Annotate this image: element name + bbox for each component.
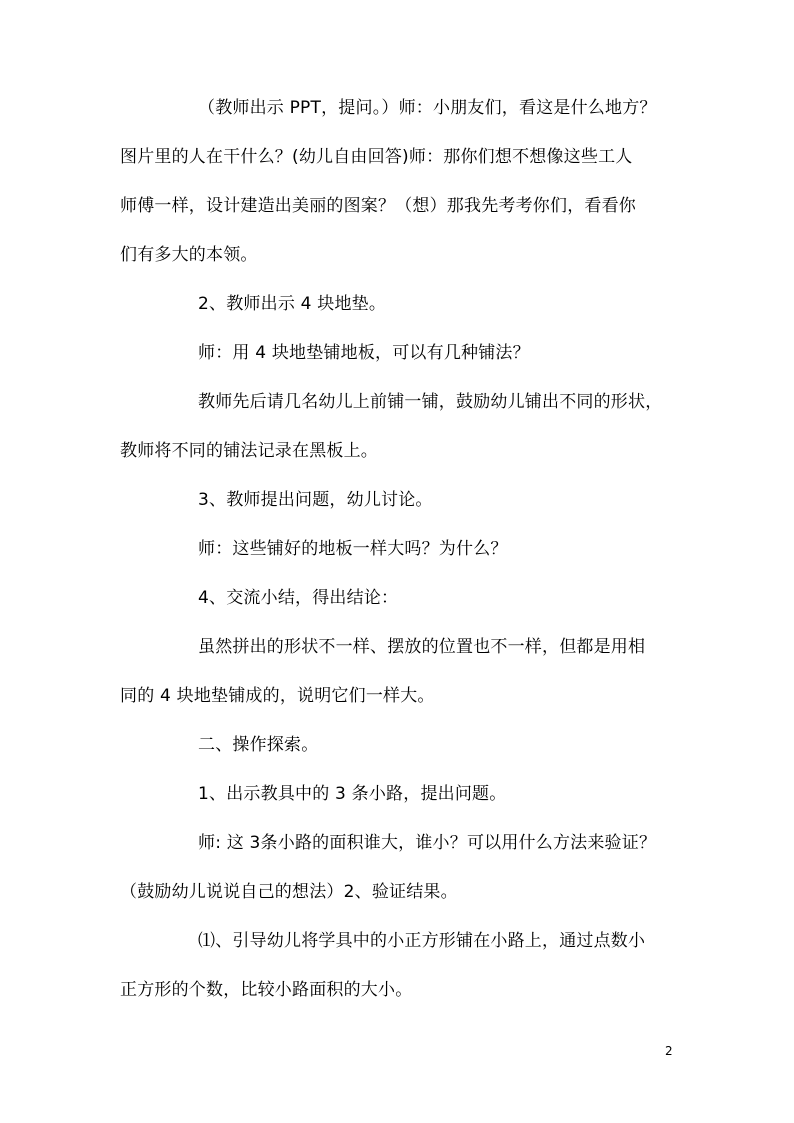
section-step-3: 3、教师提出问题，幼儿讨论。: [198, 490, 433, 510]
paragraph-line: 师: 这 3条小路的面积谁大，谁小？可以用什么方法来验证？: [198, 833, 657, 853]
paragraph-line: 师傅一样，设计建造出美丽的图案？（想）那我先考考你们，看看你: [120, 196, 636, 216]
paragraph-line: （鼓励幼儿说说自己的想法）2、验证结果。: [120, 882, 458, 902]
paragraph-line: 师：用 4 块地垫铺地板，可以有几种铺法？: [198, 343, 530, 363]
paragraph-line: 图片里的人在干什么？(幼儿自由回答)师：那你们想不想像这些工人: [120, 147, 633, 167]
section-step-1: 1、出示教具中的 3 条小路，提出问题。: [198, 784, 507, 804]
section-step-2: 2、教师出示 4 块地垫。: [198, 294, 387, 314]
paragraph-line: 教师将不同的铺法记录在黑板上。: [120, 441, 378, 461]
paragraph-line: （教师出示 PPT，提问。）师：小朋友们，看这是什么地方？: [198, 98, 657, 118]
paragraph-line: 教师先后请几名幼儿上前铺一铺，鼓励幼儿铺出不同的形状，: [198, 392, 663, 412]
paragraph-line: 同的 4 块地垫铺成的，说明它们一样大。: [120, 686, 435, 706]
section-step-4: 4、交流小结，得出结论：: [198, 588, 399, 608]
paragraph-line: 们有多大的本领。: [120, 245, 258, 265]
paragraph-line: 师：这些铺好的地板一样大吗？为什么？: [198, 539, 508, 559]
paragraph-line: ⑴、引导幼儿将学具中的小正方形铺在小路上，通过点数小: [198, 931, 646, 951]
section-heading-2: 二、操作探索。: [198, 735, 319, 755]
paragraph-line: 正方形的个数，比较小路面积的大小。: [120, 980, 413, 1000]
paragraph-line: 虽然拼出的形状不一样、摆放的位置也不一样，但都是用相: [198, 637, 646, 657]
page-number: 2: [665, 1044, 673, 1058]
